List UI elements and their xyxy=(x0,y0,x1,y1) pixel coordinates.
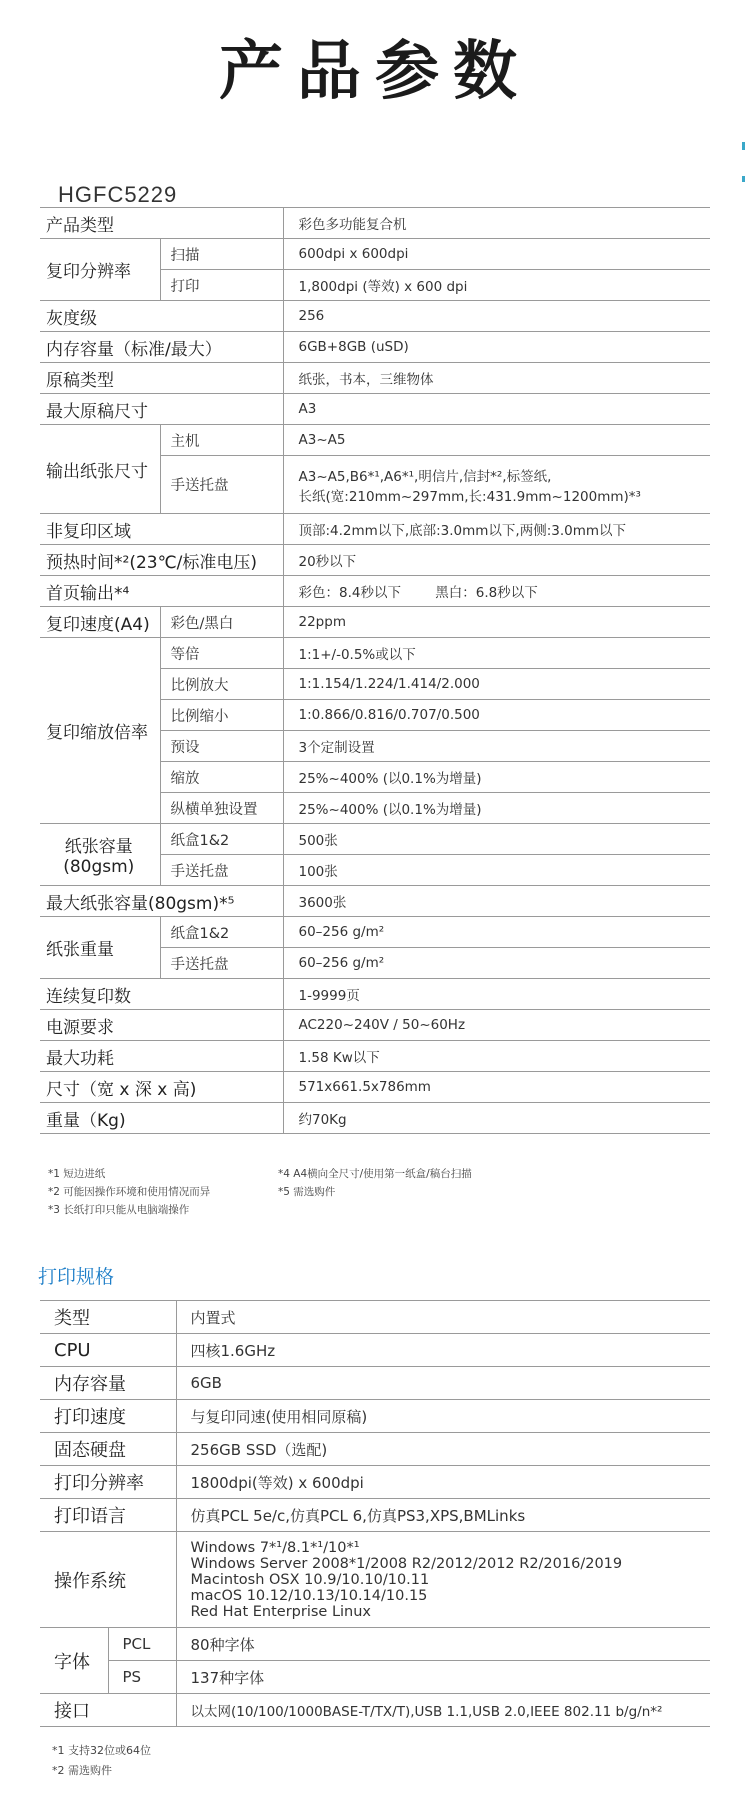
row-value-line: A3~A5,B6*¹,A6*¹,明信片,信封*²,标签纸, xyxy=(298,468,552,485)
table-row xyxy=(40,208,710,239)
row-value: 22ppm xyxy=(283,607,710,638)
row-label xyxy=(40,824,160,886)
sub-label: 比例缩小 xyxy=(160,700,283,731)
os-line: Windows Server 2008*1/2008 R2/2012/2012 R2/2016/2019 xyxy=(190,1555,623,1572)
table-row xyxy=(40,1499,710,1532)
table-row xyxy=(40,425,710,456)
row-value: 600dpi x 600dpi xyxy=(283,239,710,270)
table-row xyxy=(40,1661,710,1694)
row-label: 纸张重量 xyxy=(40,917,160,979)
sub-label: 比例放大 xyxy=(160,669,283,700)
footnote: *1 短边进纸 xyxy=(48,1168,106,1180)
table-row xyxy=(40,1010,710,1041)
table-row xyxy=(40,363,710,394)
footnote: *4 A4横向全尺寸/使用第一纸盒/稿台扫描 xyxy=(278,1168,472,1180)
table-row xyxy=(40,239,710,270)
row-label: 灰度级 xyxy=(40,301,283,332)
row-value: 以太网(10/100/1000BASE-T/TX/T),USB 1.1,USB 2.0,IEEE 802.11 b/g/n*² xyxy=(176,1694,710,1727)
table-row xyxy=(40,1628,710,1661)
row-value: 500张 xyxy=(283,824,710,855)
sub-label: 预设 xyxy=(160,731,283,762)
row-label: 操作系统 xyxy=(40,1532,176,1628)
row-label: 最大纸张容量(80gsm)*⁵ xyxy=(40,886,283,917)
sub-label: 手送托盘 xyxy=(160,456,283,514)
sub-label: 手送托盘 xyxy=(160,948,283,979)
row-value: 60–256 g/m² xyxy=(283,948,710,979)
row-label: 接口 xyxy=(40,1694,176,1727)
row-value: 1.58 Kw以下 xyxy=(283,1041,710,1072)
os-line: macOS 10.12/10.13/10.14/10.15 xyxy=(190,1587,428,1604)
decorative-mark xyxy=(742,142,745,150)
row-value: A3 xyxy=(283,394,710,425)
row-label: 电源要求 xyxy=(40,1010,283,1041)
footnote: *2 需选购件 xyxy=(52,1764,112,1777)
row-value: 内置式 xyxy=(176,1301,710,1334)
row-value: 571x661.5x786mm xyxy=(283,1072,710,1103)
table-row xyxy=(40,607,710,638)
table-row xyxy=(40,638,710,669)
row-label: 复印缩放倍率 xyxy=(40,638,160,824)
table-row xyxy=(40,545,710,576)
row-value: 6GB xyxy=(176,1367,710,1400)
row-value xyxy=(283,456,710,514)
row-value: 彩色多功能复合机 xyxy=(283,208,710,239)
row-value: 3个定制设置 xyxy=(283,731,710,762)
row-label: 最大原稿尺寸 xyxy=(40,394,283,425)
table-row xyxy=(40,576,710,607)
os-line: Macintosh OSX 10.9/10.10/10.11 xyxy=(190,1571,430,1588)
footnote: *2 可能因操作环境和使用情况而异 xyxy=(48,1186,211,1198)
row-label: 连续复印数 xyxy=(40,979,283,1010)
row-label: 复印速度(A4) xyxy=(40,607,160,638)
sub-label: 打印 xyxy=(160,270,283,301)
row-value: 137种字体 xyxy=(176,1661,710,1694)
table-row xyxy=(40,1433,710,1466)
page-title: 产品参数 xyxy=(219,35,531,109)
sub-label: 纵横单独设置 xyxy=(160,793,283,824)
row-label: 打印分辨率 xyxy=(40,1466,176,1499)
table-row xyxy=(40,1532,710,1628)
table-row xyxy=(40,1694,710,1727)
table-row xyxy=(40,1041,710,1072)
sub-label: 手送托盘 xyxy=(160,855,283,886)
sub-label: 纸盒1&2 xyxy=(160,917,283,948)
row-value xyxy=(176,1532,710,1628)
sub-label: PS xyxy=(108,1661,176,1694)
sub-label: 等倍 xyxy=(160,638,283,669)
table-row xyxy=(40,332,710,363)
row-value: 60–256 g/m² xyxy=(283,917,710,948)
row-value: 约70Kg xyxy=(283,1103,710,1134)
footnote: *1 支持32位或64位 xyxy=(52,1744,151,1757)
row-value: 1800dpi(等效) x 600dpi xyxy=(176,1466,710,1499)
row-label: 打印语言 xyxy=(40,1499,176,1532)
table-row xyxy=(40,514,710,545)
row-value: 25%~400% (以0.1%为增量) xyxy=(283,762,710,793)
row-label-line: (80gsm) xyxy=(63,857,135,877)
row-label: 打印速度 xyxy=(40,1400,176,1433)
footnote: *3 长纸打印只能从电脑端操作 xyxy=(48,1204,190,1216)
row-label: 输出纸张尺寸 xyxy=(40,425,160,514)
row-label-line: 纸张容量 xyxy=(64,837,133,857)
row-label: 类型 xyxy=(40,1301,176,1334)
row-value: 1:0.866/0.816/0.707/0.500 xyxy=(283,700,710,731)
table-row xyxy=(40,917,710,948)
sub-label: PCL xyxy=(108,1628,176,1661)
row-value: 6GB+8GB (uSD) xyxy=(283,332,710,363)
table-row xyxy=(40,824,710,855)
sub-label: 主机 xyxy=(160,425,283,456)
row-value-line: 长纸(宽:210mm~297mm,长:431.9mm~1200mm)*³ xyxy=(298,488,641,505)
row-value: 四核1.6GHz xyxy=(176,1334,710,1367)
model-name: HGFC5229 xyxy=(58,182,178,207)
row-value: AC220~240V / 50~60Hz xyxy=(283,1010,710,1041)
footnote: *5 需选购件 xyxy=(278,1186,336,1198)
table-row xyxy=(40,979,710,1010)
row-value: 顶部:4.2mm以下,底部:3.0mm以下,两侧:3.0mm以下 xyxy=(283,514,710,545)
table-row xyxy=(40,1466,710,1499)
footnotes xyxy=(52,1741,151,1781)
row-value: 256 xyxy=(283,301,710,332)
row-label: 内存容量 xyxy=(40,1367,176,1400)
row-value: 彩色：8.4秒以下 黑白：6.8秒以下 xyxy=(283,576,710,607)
row-value: 纸张，书本，三维物体 xyxy=(283,363,710,394)
os-line: Red Hat Enterprise Linux xyxy=(190,1603,372,1620)
row-label: 预热时间*²(23℃/标准电压) xyxy=(40,545,283,576)
copy-spec-table xyxy=(40,207,710,1134)
row-value: 1-9999页 xyxy=(283,979,710,1010)
row-label: 内存容量（标准/最大） xyxy=(40,332,283,363)
row-label: 首页输出*⁴ xyxy=(40,576,283,607)
table-row xyxy=(40,1334,710,1367)
row-label: 非复印区域 xyxy=(40,514,283,545)
table-row xyxy=(40,1367,710,1400)
row-value: 仿真PCL 5e/c,仿真PCL 6,仿真PS3,XPS,BMLinks xyxy=(176,1499,710,1532)
row-value: 3600张 xyxy=(283,886,710,917)
table-row xyxy=(40,1103,710,1134)
row-label: 复印分辨率 xyxy=(40,239,160,301)
sub-label: 纸盒1&2 xyxy=(160,824,283,855)
row-value: 与复印同速(使用相同原稿) xyxy=(176,1400,710,1433)
row-value: 1,800dpi (等效) x 600 dpi xyxy=(283,270,710,301)
footnotes-left xyxy=(48,1165,210,1219)
row-value: 20秒以下 xyxy=(283,545,710,576)
table-row xyxy=(40,301,710,332)
sub-label: 缩放 xyxy=(160,762,283,793)
row-label: 字体 xyxy=(40,1628,108,1694)
footnotes-right xyxy=(278,1165,472,1201)
section-title: 打印规格 xyxy=(38,1266,115,1288)
row-label: 重量（Kg) xyxy=(40,1103,283,1134)
row-value: 80种字体 xyxy=(176,1628,710,1661)
row-value: 1:1+/-0.5%或以下 xyxy=(283,638,710,669)
sub-label: 扫描 xyxy=(160,239,283,270)
table-row xyxy=(40,1400,710,1433)
row-label: CPU xyxy=(40,1334,176,1367)
row-value: 25%~400% (以0.1%为增量) xyxy=(283,793,710,824)
row-value: 100张 xyxy=(283,855,710,886)
table-row xyxy=(40,1072,710,1103)
table-row xyxy=(40,1301,710,1334)
table-row xyxy=(40,394,710,425)
decorative-mark xyxy=(742,176,745,182)
row-value: 1:1.154/1.224/1.414/2.000 xyxy=(283,669,710,700)
row-label: 固态硬盘 xyxy=(40,1433,176,1466)
os-line: Windows 7*¹/8.1*¹/10*¹ xyxy=(190,1539,360,1556)
print-spec-table xyxy=(40,1300,710,1727)
row-label: 最大功耗 xyxy=(40,1041,283,1072)
row-label: 原稿类型 xyxy=(40,363,283,394)
row-value: 256GB SSD（选配) xyxy=(176,1433,710,1466)
row-label: 产品类型 xyxy=(40,208,283,239)
row-label: 尺寸（宽 x 深 x 高) xyxy=(40,1072,283,1103)
table-row xyxy=(40,886,710,917)
row-value: A3~A5 xyxy=(283,425,710,456)
sub-label: 彩色/黑白 xyxy=(160,607,283,638)
